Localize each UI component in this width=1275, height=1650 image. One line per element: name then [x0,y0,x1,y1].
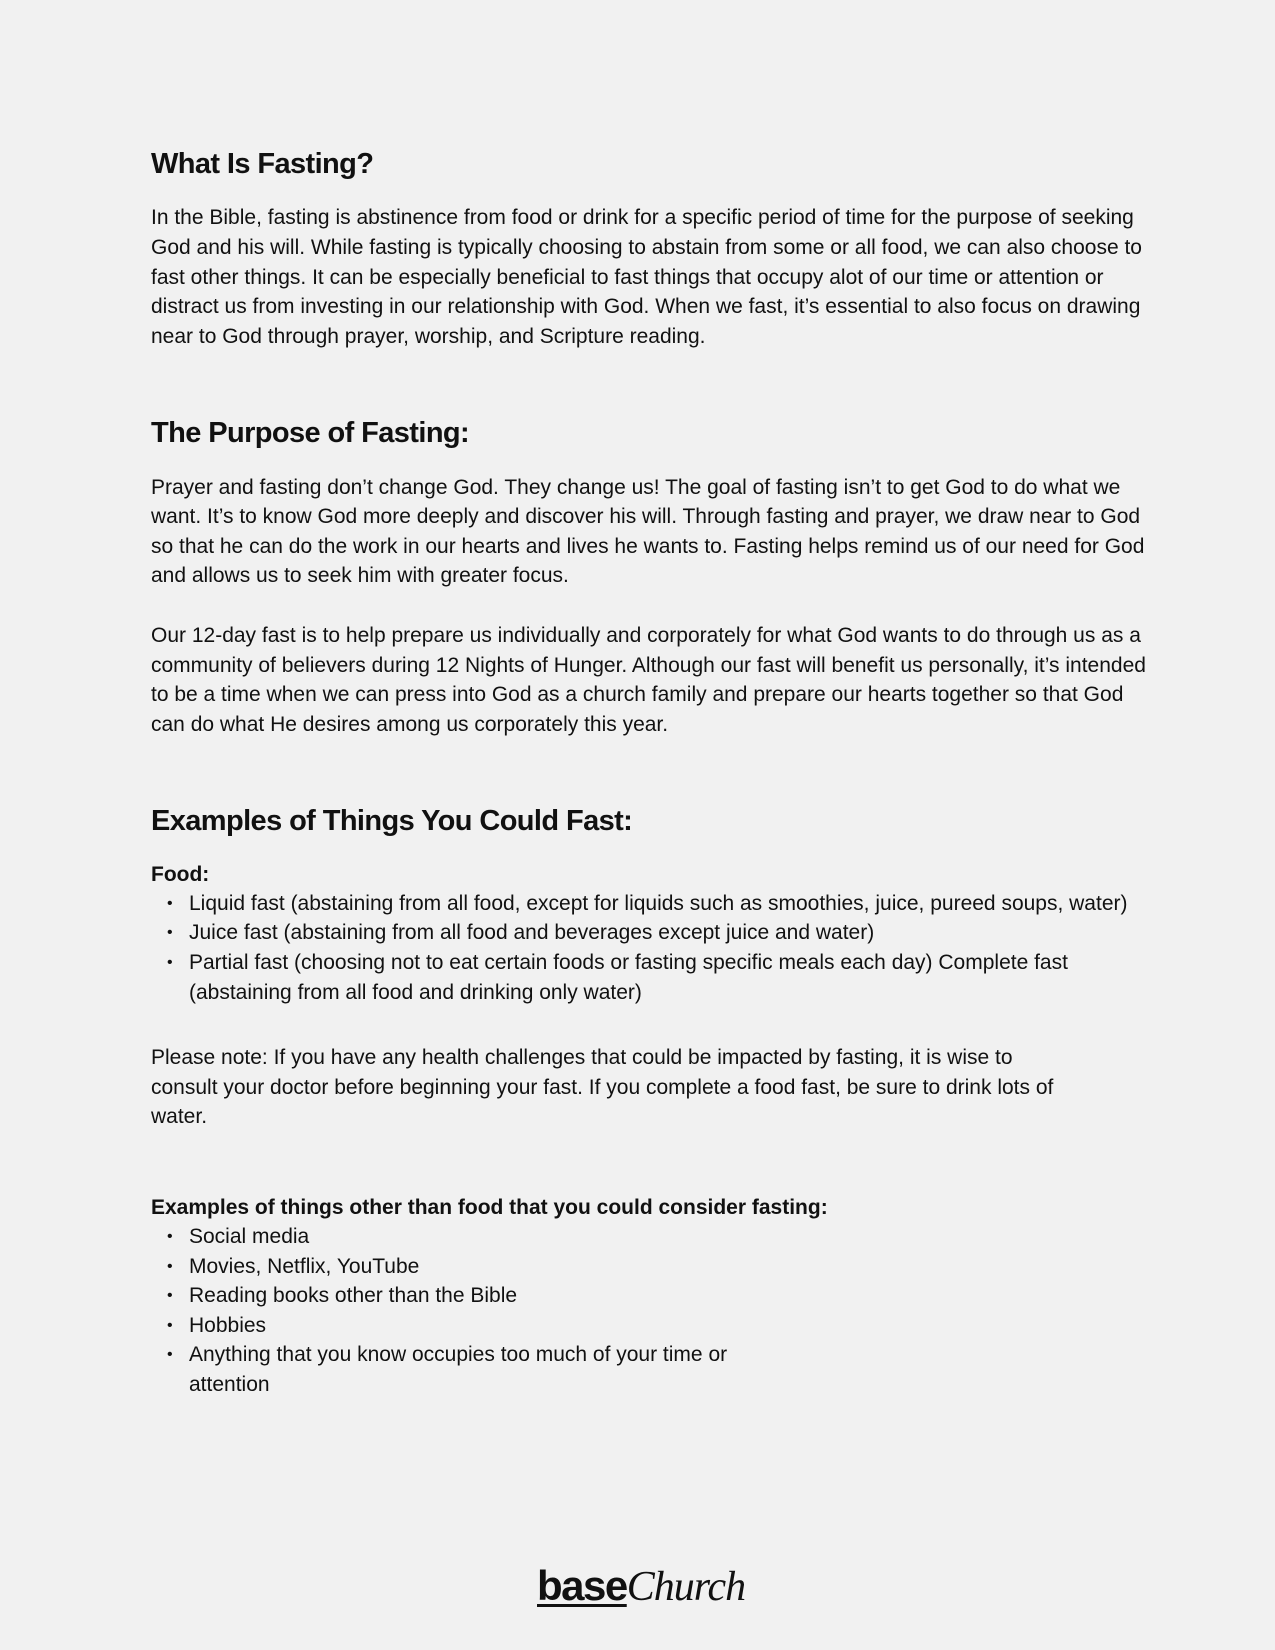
basechurch-logo [537,1562,746,1610]
list-item: • Reading books other than the Bible [151,1281,791,1311]
logo-church-text: Church [626,1564,746,1610]
other-fasting-subheading: Examples of things other than food that you could consider fasting: [151,1195,828,1219]
section-heading-what-is-fasting: What Is Fasting? [151,148,374,180]
logo-base-text: base [537,1562,627,1609]
section-heading-purpose: The Purpose of Fasting: [151,417,470,450]
section-heading-examples: Examples of Things You Could Fast: [151,805,633,838]
food-subheading: Food: [151,862,210,886]
list-item: • Liquid fast (abstaining from all food, except for liquids such as smoothies, juice, pureed soups, water) [151,889,1151,919]
food-fast-list [151,889,1151,1007]
document-page [151,148,1151,1399]
list-item: • Anything that you know occupies too much of your time or attention [151,1340,791,1399]
list-item: • Juice fast (abstaining from all food and beverages except juice and water) [151,918,1151,948]
list-item: • Movies, Netflix, YouTube [151,1252,791,1282]
purpose-paragraph-1: Prayer and fasting don’t change God. They change us! The goal of fasting isn’t to get God to do what we want. It’s to know God more deeply and discover his will. Through fasting and prayer, we draw near to God so that he can do the work in our hearts and lives he wants to. Fasting helps remind us of our need for God and allows us to seek him with greater focus. [151,475,1145,588]
list-item: • Hobbies [151,1311,791,1341]
list-item: • Social media [151,1222,791,1252]
list-item: • Partial fast (choosing not to eat certain foods or fasting specific meals each day) Complete fast (abstaining from all food and drinking only water) [151,948,1151,1007]
purpose-paragraph-2: Our 12-day fast is to help prepare us individually and corporately for what God wants to do through us as a community of believers during 12 Nights of Hunger. Although our fast will benefit us personally, it’s intended to be a time when we can press into God as a church family and prepare our hearts together so that God can do what He desires among us corporately this year. [151,624,1146,736]
other-fast-list [151,1222,791,1400]
what-is-fasting-paragraph: In the Bible, fasting is abstinence from food or drink for a specific period of time for the purpose of seeking God and his will. While fasting is typically choosing to abstain from some or all food, we can also choose to fast other things. It can be especially beneficial to fast things that occupy alot of our time or attention or distract us from investing in our relationship with God. When we fast, it’s essential to also focus on drawing near to God through prayer, worship, and Scripture reading. [151,206,1142,348]
health-note-paragraph: Please note: If you have any health challenges that could be impacted by fasting, it is wise to consult your doctor before beginning your fast. If you complete a food fast, be sure to drink lots of water. [151,1046,1054,1129]
